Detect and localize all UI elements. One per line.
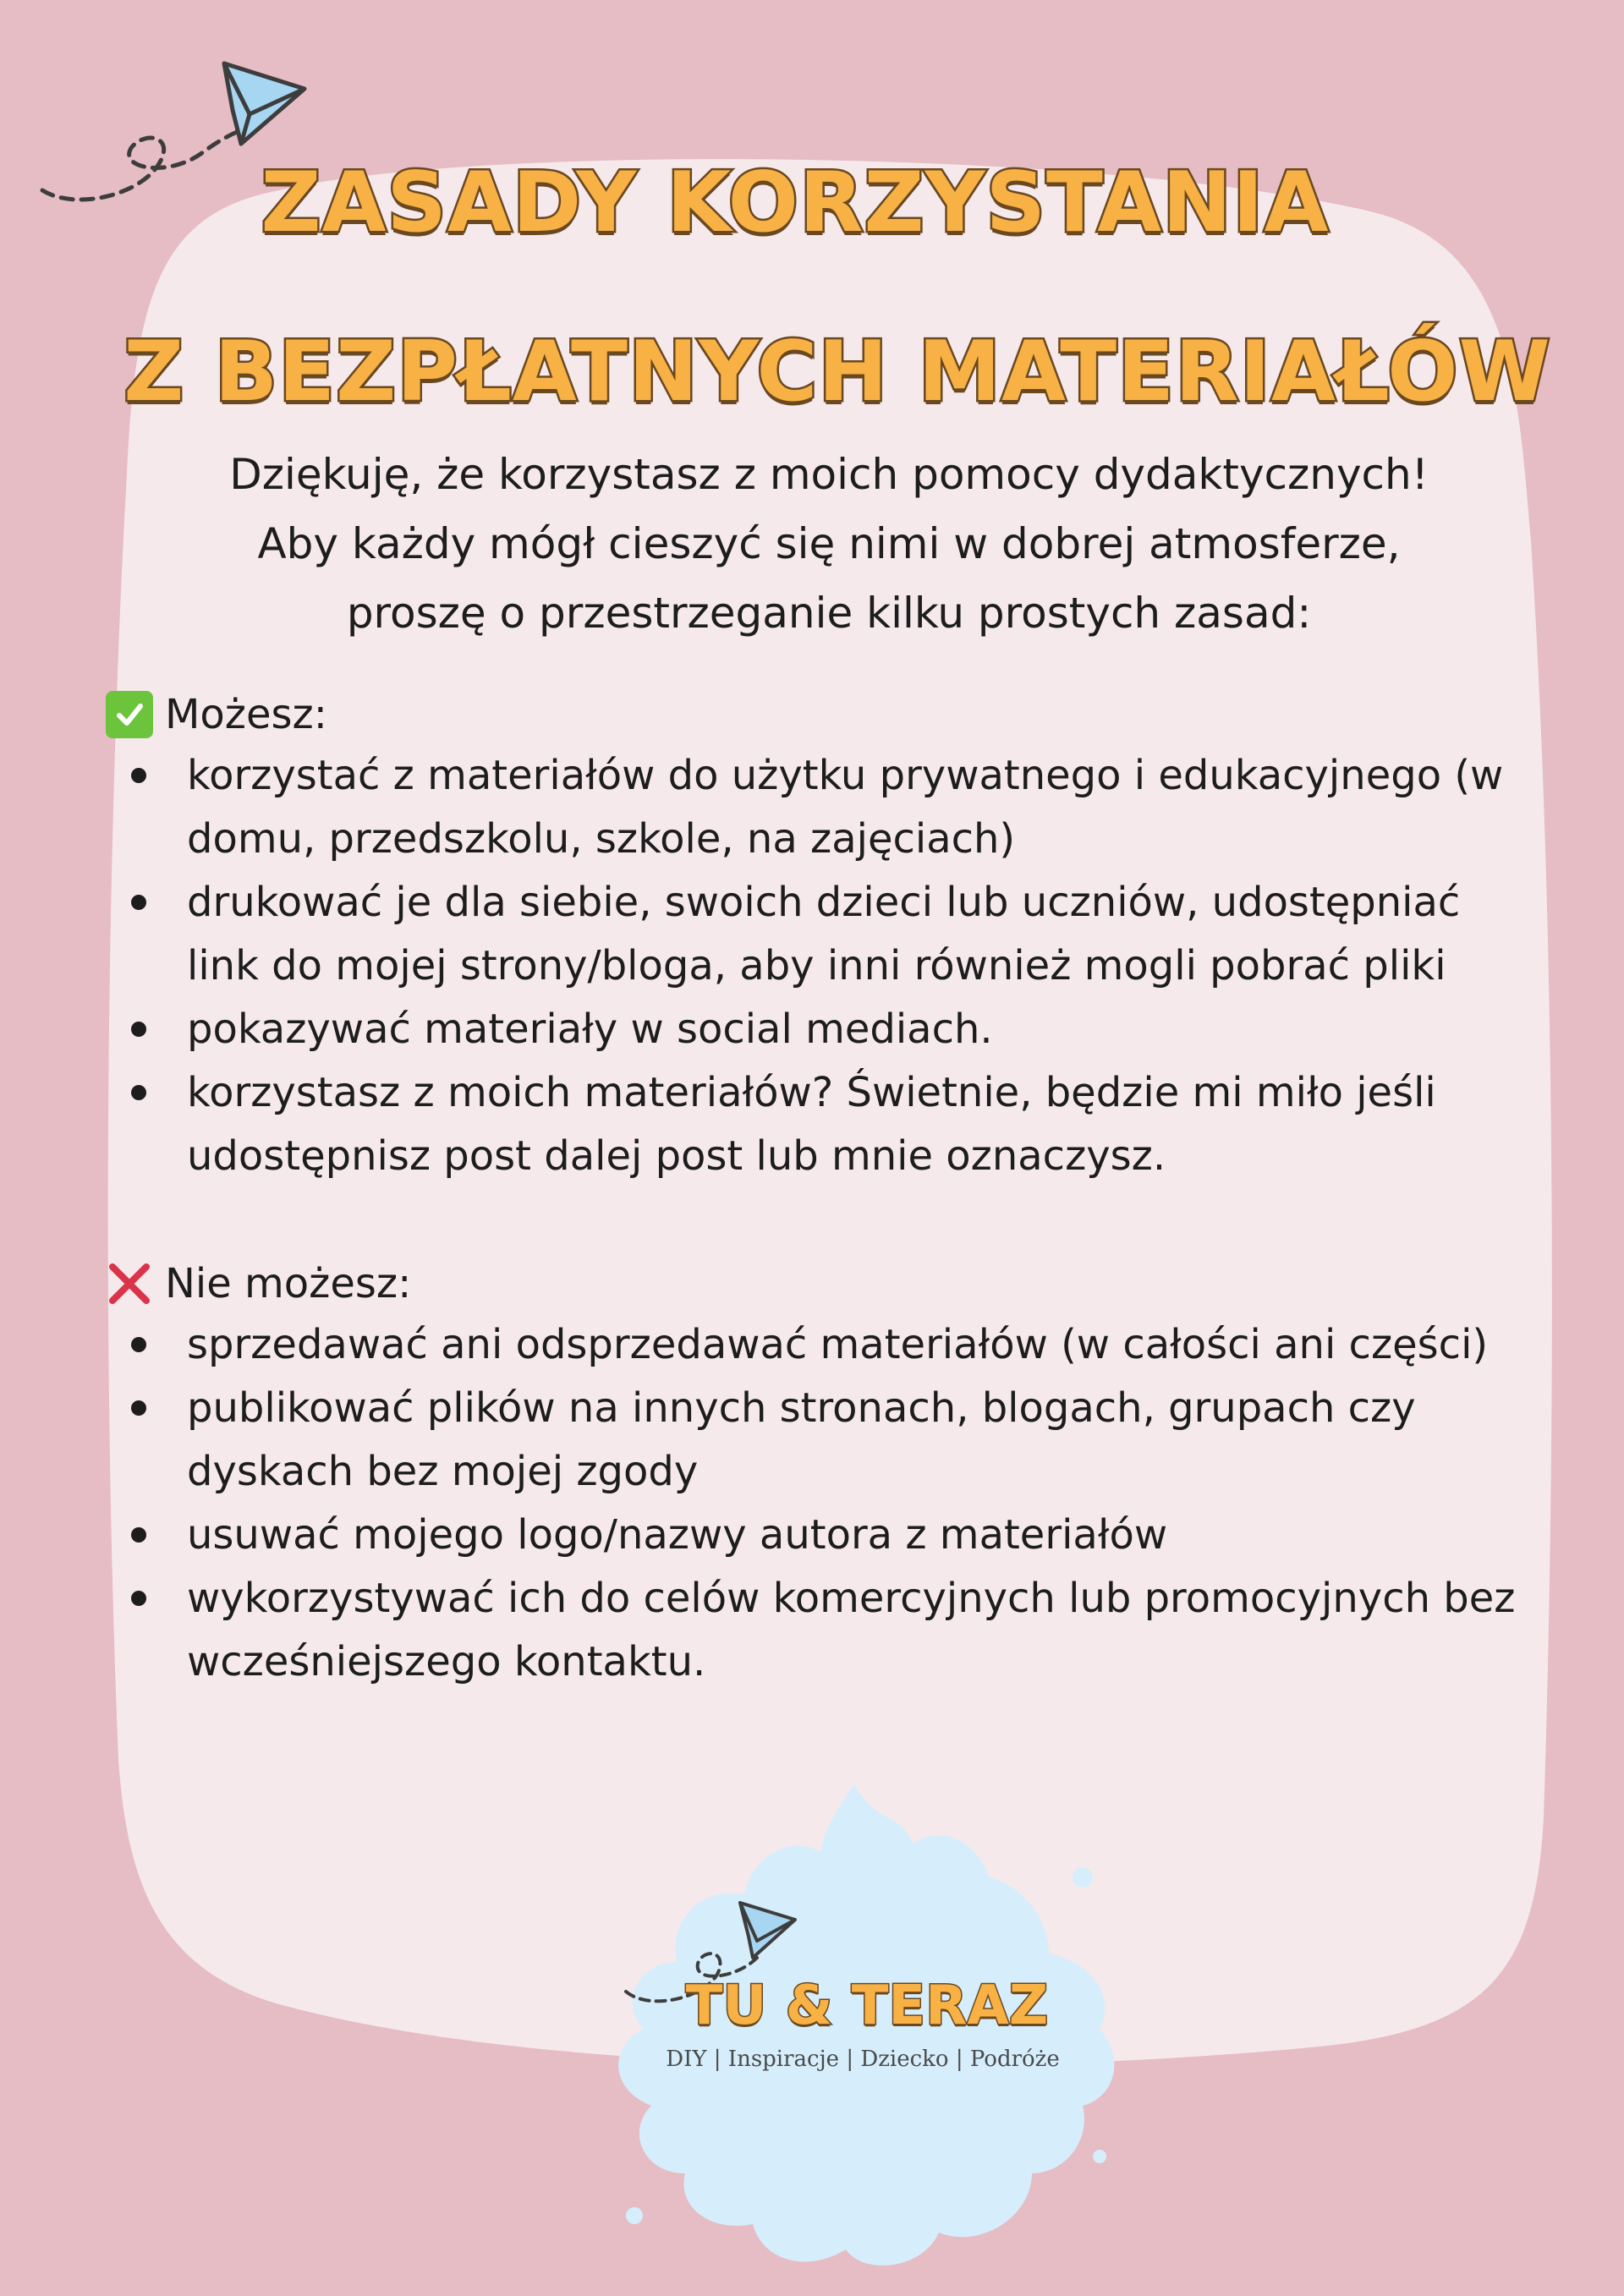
list-item-text: usuwać mojego logo/nazwy autora z materiałów bbox=[187, 1511, 1168, 1559]
allowed-heading bbox=[106, 685, 1544, 744]
list-item bbox=[106, 998, 1544, 1061]
intro-line: Aby każdy mógł cieszyć się nimi w dobrej atmosferze, bbox=[257, 519, 1401, 568]
bullet-icon bbox=[131, 1527, 146, 1543]
check-icon bbox=[106, 691, 153, 738]
list-item-text: wykorzystywać ich do celów komercyjnych lub promocyjnych bez wcześniejszego kontaktu. bbox=[187, 1575, 1516, 1685]
list-item-text: publikować plików na innych stronach, blogach, grupach czy dyskach bez mojej zgody bbox=[187, 1384, 1416, 1495]
cross-icon bbox=[106, 1260, 153, 1307]
list-item bbox=[106, 871, 1544, 998]
intro-text bbox=[152, 440, 1506, 648]
list-item-text: pokazywać materiały w social mediach. bbox=[187, 1006, 993, 1053]
logo-tagline: DIY | Inspiracje | Dziecko | Podróże bbox=[666, 2047, 1060, 2072]
forbidden-list bbox=[106, 1313, 1544, 1694]
bullet-icon bbox=[131, 1022, 146, 1037]
list-item-text: korzystasz z moich materiałów? Świetnie, będzie mi miło jeśli udostępnisz post dalej post lub mnie oznaczysz. bbox=[187, 1069, 1436, 1180]
list-item-text: sprzedawać ani odsprzedawać materiałów (w całości ani części) bbox=[187, 1321, 1489, 1368]
list-item bbox=[106, 1377, 1544, 1504]
title-line-2: Z BEZPŁATNYCH MATERIAŁÓW bbox=[123, 324, 1551, 420]
logo-name: TU & TERAZ bbox=[685, 1975, 1049, 2037]
forbidden-heading-label: Nie możesz: bbox=[165, 1260, 412, 1307]
list-item bbox=[106, 1504, 1544, 1567]
allowed-section bbox=[106, 685, 1544, 1188]
bullet-icon bbox=[131, 1337, 146, 1352]
list-item bbox=[106, 1061, 1544, 1188]
title-line-1: ZASADY KORZYSTANIA bbox=[261, 155, 1330, 251]
intro-line: proszę o przestrzeganie kilku prostych zasad: bbox=[346, 589, 1312, 638]
list-item bbox=[106, 744, 1544, 871]
page-title bbox=[0, 118, 1624, 457]
bullet-icon bbox=[131, 1591, 146, 1606]
list-item-text: drukować je dla siebie, swoich dzieci lub uczniów, udostępniać link do mojej strony/bloga, aby inni również mogli pobrać pliki bbox=[187, 879, 1461, 989]
forbidden-section bbox=[106, 1254, 1544, 1694]
allowed-list bbox=[106, 744, 1544, 1188]
intro-line: Dziękuję, że korzystasz z moich pomocy dydaktycznych! bbox=[229, 450, 1429, 499]
bullet-icon bbox=[131, 768, 146, 783]
bullet-icon bbox=[131, 1085, 146, 1100]
allowed-heading-label: Możesz: bbox=[165, 691, 327, 738]
list-item-text: korzystać z materiałów do użytku prywatnego i edukacyjnego (w domu, przedszkolu, szkole, na zajęciach) bbox=[187, 752, 1504, 863]
forbidden-heading bbox=[106, 1254, 1544, 1313]
list-item bbox=[106, 1313, 1544, 1377]
bullet-icon bbox=[131, 1400, 146, 1416]
list-item bbox=[106, 1567, 1544, 1694]
bullet-icon bbox=[131, 895, 146, 910]
